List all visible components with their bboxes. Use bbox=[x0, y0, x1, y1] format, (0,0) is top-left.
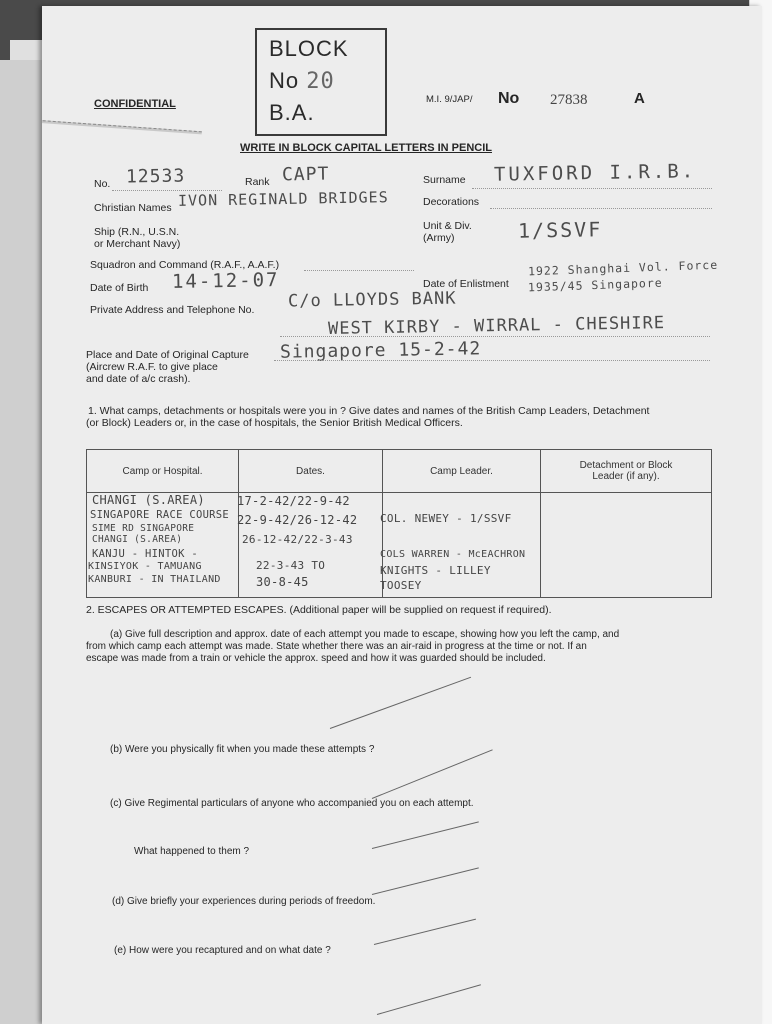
dates-entry: 17-2-42/22-9-42 bbox=[237, 494, 350, 508]
dates-entry: 22-9-42/26-12-42 bbox=[237, 513, 358, 527]
cancel-stroke bbox=[372, 867, 479, 895]
ship-label-1: Ship (R.N., U.S.N. bbox=[94, 226, 180, 238]
cancel-stroke bbox=[330, 677, 471, 729]
rank-label: Rank bbox=[245, 176, 270, 188]
q2-c-sub: What happened to them ? bbox=[134, 846, 250, 857]
serial-no-label: No bbox=[498, 90, 520, 107]
q2-a-line-2: from which camp each attempt was made. State whether there was an air-raid in progress at the time or not. If an bbox=[86, 641, 587, 652]
leader-entry: COL. NEWEY - 1/SSVF bbox=[380, 512, 512, 525]
dob-label: Date of Birth bbox=[90, 282, 149, 294]
q2-d: (d) Give briefly your experiences during periods of freedom. bbox=[112, 896, 376, 907]
header-camp: Camp or Hospital. bbox=[87, 450, 239, 493]
decorations-line bbox=[490, 208, 712, 209]
q2-heading: 2. ESCAPES OR ATTEMPTED ESCAPES. (Additional paper will be supplied on request if required). bbox=[86, 604, 552, 616]
address-value-1: C/o LLOYDS BANK bbox=[287, 288, 457, 312]
camp-entry: KINSIYOK - TAMUANG bbox=[88, 561, 202, 572]
camp-entry: KANJU - HINTOK - bbox=[92, 548, 198, 560]
mi-reference: M.I. 9/JAP/ bbox=[426, 94, 473, 105]
stamp-ba-text: B.A. bbox=[269, 100, 315, 125]
header-detachment-leader: Detachment or Block Leader (if any). bbox=[541, 450, 712, 493]
address-line bbox=[280, 336, 710, 337]
stamp-no-value: 20 bbox=[306, 69, 335, 94]
capture-label-1: Place and Date of Original Capture bbox=[86, 349, 249, 361]
detachment-cell bbox=[541, 493, 712, 598]
surname-label: Surname bbox=[423, 174, 466, 186]
capture-line bbox=[274, 360, 710, 361]
address-value-2: WEST KIRBY - WIRRAL - CHESHIRE bbox=[327, 313, 666, 339]
unit-value: 1/SSVF bbox=[517, 217, 603, 243]
unit-label-2: (Army) bbox=[423, 232, 455, 244]
header-camp-leader: Camp Leader. bbox=[383, 450, 541, 493]
block-stamp bbox=[255, 28, 387, 136]
camp-entry: KANBURI - IN THAILAND bbox=[88, 574, 221, 585]
capture-value: Singapore 15-2-42 bbox=[279, 338, 482, 363]
cancel-stroke bbox=[374, 919, 476, 945]
camps-table-header-row bbox=[87, 450, 712, 493]
no-value: 12533 bbox=[125, 165, 186, 188]
header-dates: Dates. bbox=[239, 450, 383, 493]
serial-suffix: A bbox=[634, 90, 645, 107]
q1-text-line-1: 1. What camps, detachments or hospitals were you in ? Give dates and names of the British Camp Leaders, Detachment bbox=[88, 405, 650, 417]
enlistment-label: Date of Enlistment bbox=[423, 278, 509, 290]
squadron-line bbox=[304, 270, 414, 271]
leader-entry: COLS WARREN - McEACHRON bbox=[380, 549, 526, 560]
pencil-instruction: WRITE IN BLOCK CAPITAL LETTERS IN PENCIL bbox=[240, 142, 492, 154]
cancel-stroke bbox=[372, 821, 479, 849]
stamp-no-label: No bbox=[269, 68, 300, 93]
dates-entry: 26-12-42/22-3-43 bbox=[242, 533, 353, 546]
q2-e: (e) How were you recaptured and on what date ? bbox=[114, 945, 331, 956]
dob-value: 14-12-07 bbox=[171, 269, 280, 293]
rank-value: CAPT bbox=[281, 163, 330, 186]
q2-c: (c) Give Regimental particulars of anyone who accompanied you on each attempt. bbox=[110, 798, 474, 809]
stamp-no-text bbox=[269, 68, 335, 94]
camp-entry: SINGAPORE RACE COURSE bbox=[90, 509, 230, 521]
stamp-block-text: BLOCK bbox=[269, 36, 349, 61]
camp-entry: CHANGI (S.AREA) bbox=[92, 493, 205, 507]
capture-label-3: and date of a/c crash). bbox=[86, 373, 191, 385]
enlistment-value-1: 1922 Shanghai Vol. Force bbox=[527, 257, 719, 279]
ship-label-2: or Merchant Navy) bbox=[94, 238, 181, 250]
surname-line bbox=[472, 188, 712, 189]
capture-label-2: (Aircrew R.A.F. to give place bbox=[86, 361, 218, 373]
cancel-stroke bbox=[372, 749, 493, 799]
leader-entry: TOOSEY bbox=[380, 579, 422, 592]
camp-entry: CHANGI (S.AREA) bbox=[92, 534, 183, 545]
q2-a-line-1: (a) Give full description and approx. date of each attempt you made to escape, showing how you left the camp, and bbox=[110, 629, 620, 640]
serial-number: 27838 bbox=[550, 92, 588, 108]
address-label: Private Address and Telephone No. bbox=[90, 304, 255, 316]
surname-value: TUXFORD I.R.B. bbox=[493, 160, 697, 186]
document-page bbox=[42, 6, 762, 1024]
tag-string bbox=[42, 117, 202, 135]
q2-a-line-3: escape was made from a train or vehicle the approx. speed and how it was guarded should be included. bbox=[86, 653, 546, 664]
q1-text-line-2: (or Block) Leaders or, in the case of hospitals, the Senior British Medical Officers. bbox=[86, 417, 463, 429]
decorations-label: Decorations bbox=[423, 196, 480, 208]
q2-b: (b) Were you physically fit when you made these attempts ? bbox=[110, 744, 375, 755]
dates-entry: 30-8-45 bbox=[256, 575, 309, 589]
christian-names-value: IVON REGINALD BRIDGES bbox=[177, 188, 389, 210]
no-label: No. bbox=[94, 178, 111, 190]
camp-entry: SIME RD SINGAPORE bbox=[92, 523, 195, 534]
enlistment-value-2: 1935/45 Singapore bbox=[527, 275, 663, 295]
christian-names-label: Christian Names bbox=[94, 202, 172, 214]
dates-entry: 22-3-43 TO bbox=[256, 559, 326, 572]
leader-entry: KNIGHTS - LILLEY bbox=[380, 564, 491, 577]
confidential-label: CONFIDENTIAL bbox=[94, 98, 176, 110]
unit-label-1: Unit & Div. bbox=[423, 220, 472, 232]
squadron-label: Squadron and Command (R.A.F., A.A.F.) bbox=[90, 259, 280, 271]
cancel-stroke bbox=[377, 984, 481, 1015]
